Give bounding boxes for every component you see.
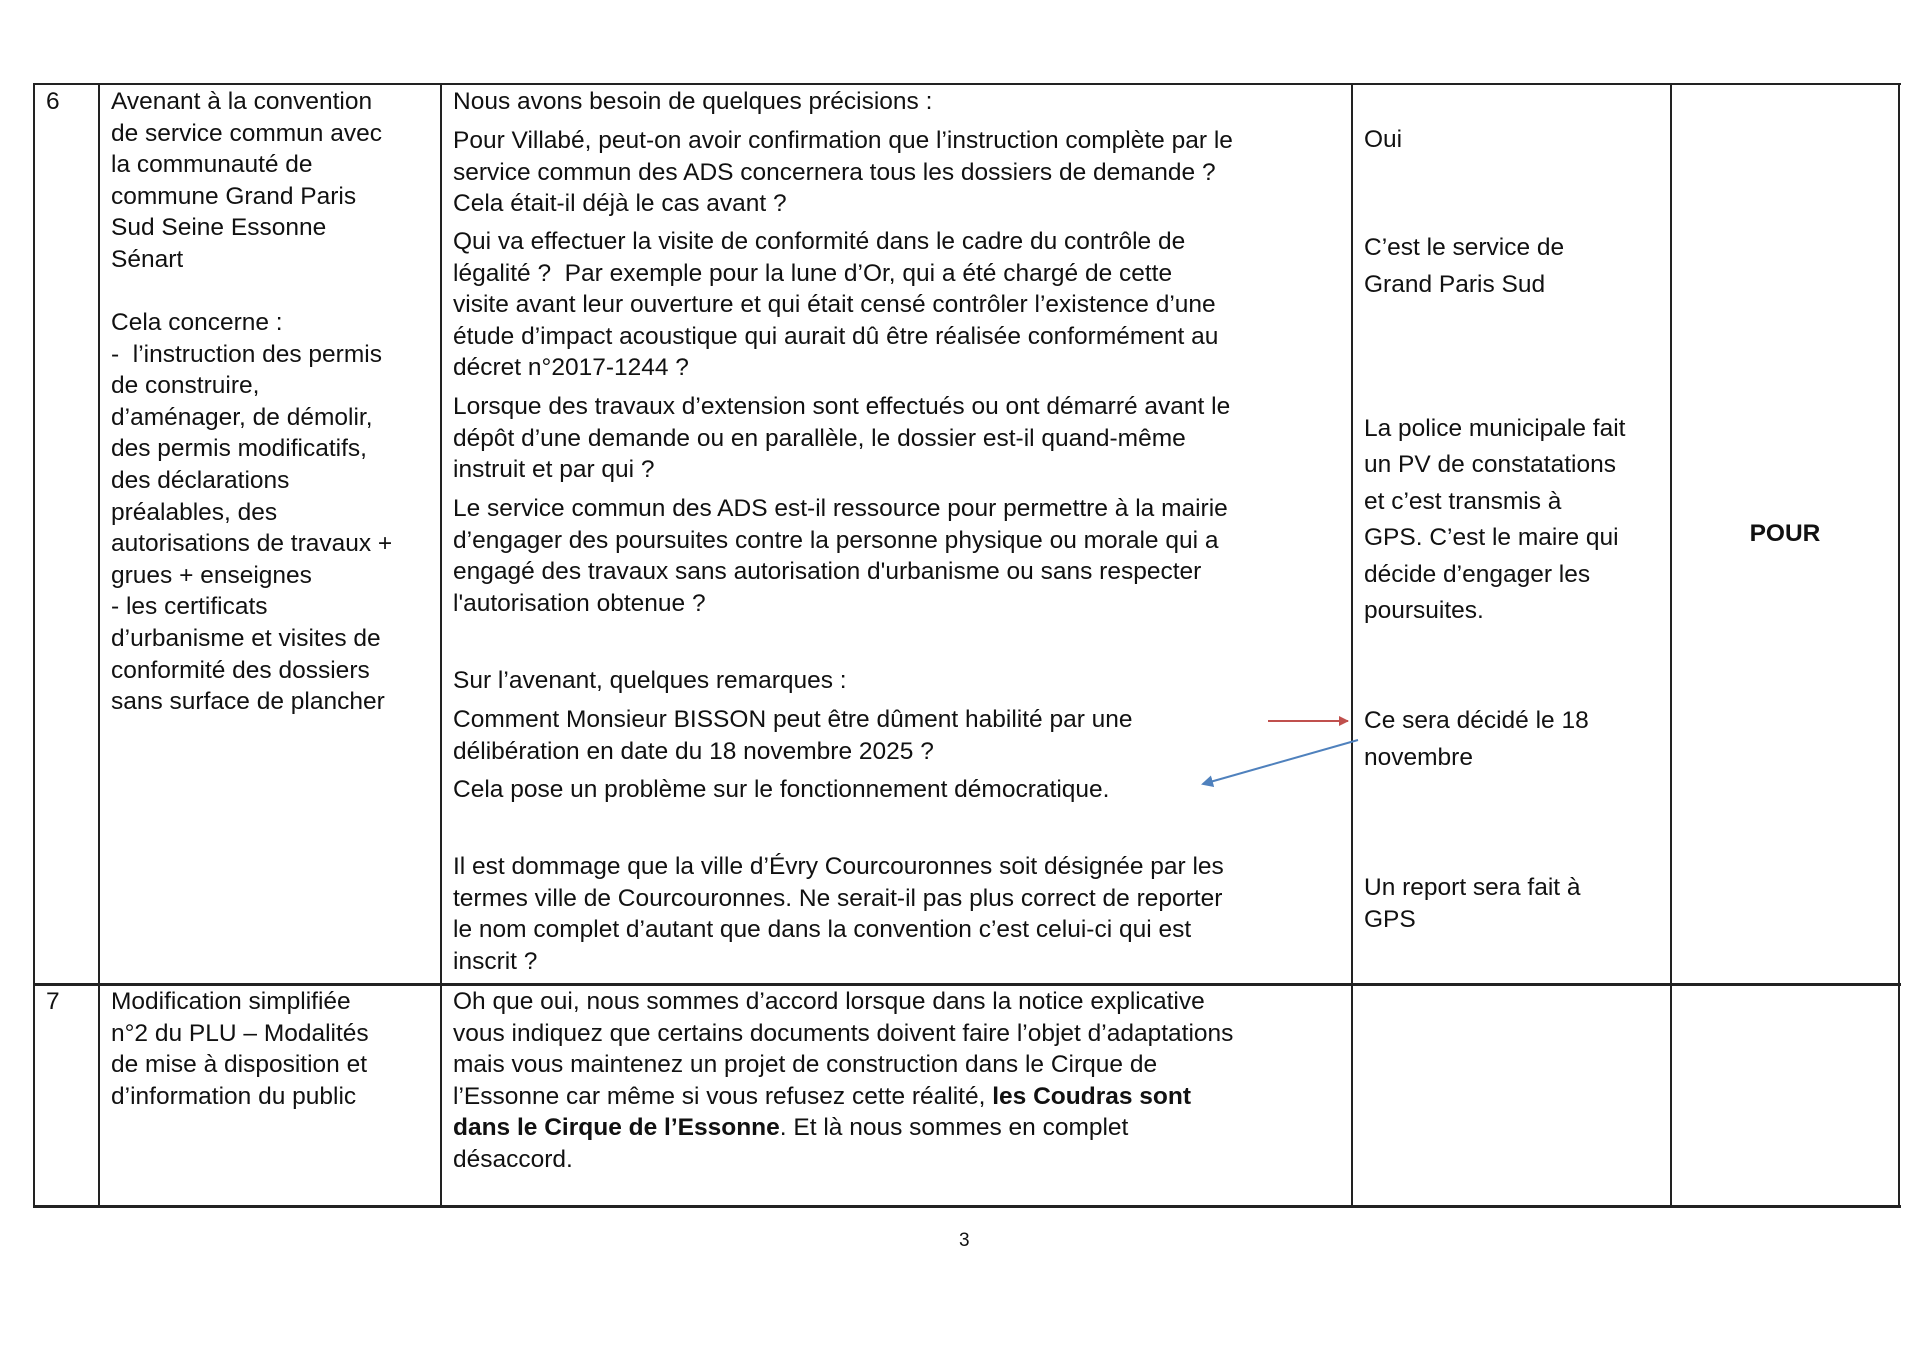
remark-3: Il est dommage que la ville d’Évry Courcouronnes soit désignée par les termes ville de Courcouronnes. Ne serait-il pas plus correct de reporter le nom complet d’autant que dans la convention c’est celui-ci qui est inscrit ? <box>453 853 1224 975</box>
questions-intro: Nous avons besoin de quelques précisions : <box>453 88 933 115</box>
question-1: Pour Villabé, peut-on avoir confirmation que l’instruction complète par le service commun des ADS concernera tous les dossiers de demande ? Cela était-il déjà le cas avant ? <box>453 127 1233 218</box>
question-2: Qui va effectuer la visite de conformité dans le cadre du contrôle de légalité ? Par exemple pour la lune d’Or, qui a été chargé de cette visite avant leur ouverture et qui était censé contrôler l’existence d’une étude d’impact acoustique qui aurait dû être réalisée conformément au décret n°2017-1244 ? <box>453 228 1219 382</box>
answer-5: Un report sera fait à GPS <box>1364 874 1581 933</box>
row-number: 6 <box>46 88 60 115</box>
agenda-subject: Modification simplifiée n°2 du PLU – Modalités de mise à disposition et d’information du public <box>111 988 369 1110</box>
answer-4: Ce sera décidé le 18 novembre <box>1364 707 1589 771</box>
remark-1: Comment Monsieur BISSON peut être dûment habilité par une délibération en date du 18 novembre 2025 ? <box>453 706 1133 765</box>
subject-scope: Cela concerne : - l’instruction des permis de construire, d’aménager, de démolir, des permis modificatifs, des déclarations préalables, des autorisations de travaux + grues + enseignes - les certificats d’urbanisme et visites de conformité des dossiers sans surface de plancher <box>111 309 393 716</box>
remarks-intro: Sur l’avenant, quelques remarques : <box>453 667 847 694</box>
question-3: Lorsque des travaux d’extension sont effectués ou ont démarré avant le dépôt d’une demande ou en parallèle, le dossier est-il quand-même instruit et par qui ? <box>453 393 1231 484</box>
blue-arrow-icon <box>1203 740 1358 784</box>
remark-2: Cela pose un problème sur le fonctionnement démocratique. <box>453 776 1110 803</box>
question-4: Le service commun des ADS est-il ressource pour permettre à la mairie d’engager des poursuites contre la personne physique ou morale qui a engagé des travaux sans autorisation d'urbanisme ou sans respecter l'autorisation obtenue ? <box>453 495 1228 617</box>
answer-1: Oui <box>1364 126 1403 153</box>
answer-3: La police municipale fait un PV de constatations et c’est transmis à GPS. C’est le maire qui décide d’engager les poursuites. <box>1364 415 1626 625</box>
emphasis-text: dans le Cirque de l’Essonne <box>453 1114 780 1142</box>
answer-2: C’est le service de Grand Paris Sud <box>1364 234 1565 298</box>
comment-text: Oh que oui, nous sommes d’accord lorsque dans la notice explicative vous indiquez que certains documents doivent faire l’objet d’adaptations mais vous maintenez un projet de construction dans le Cirque de l’Essonne car même si vous refusez cette réalité, les Coudras sont dans le Cirque de l’Essonne. Et là nous sommes en complet désaccord. <box>453 988 1234 1173</box>
page-number: 3 <box>959 1230 970 1251</box>
vote-result: POUR <box>1749 520 1821 547</box>
emphasis-text: les Coudras sont <box>992 1082 1191 1110</box>
subject-title: Avenant à la convention de service commun avec la communauté de commune Grand Paris Sud Seine Essonne Sénart <box>111 88 382 273</box>
row-number: 7 <box>46 988 60 1015</box>
